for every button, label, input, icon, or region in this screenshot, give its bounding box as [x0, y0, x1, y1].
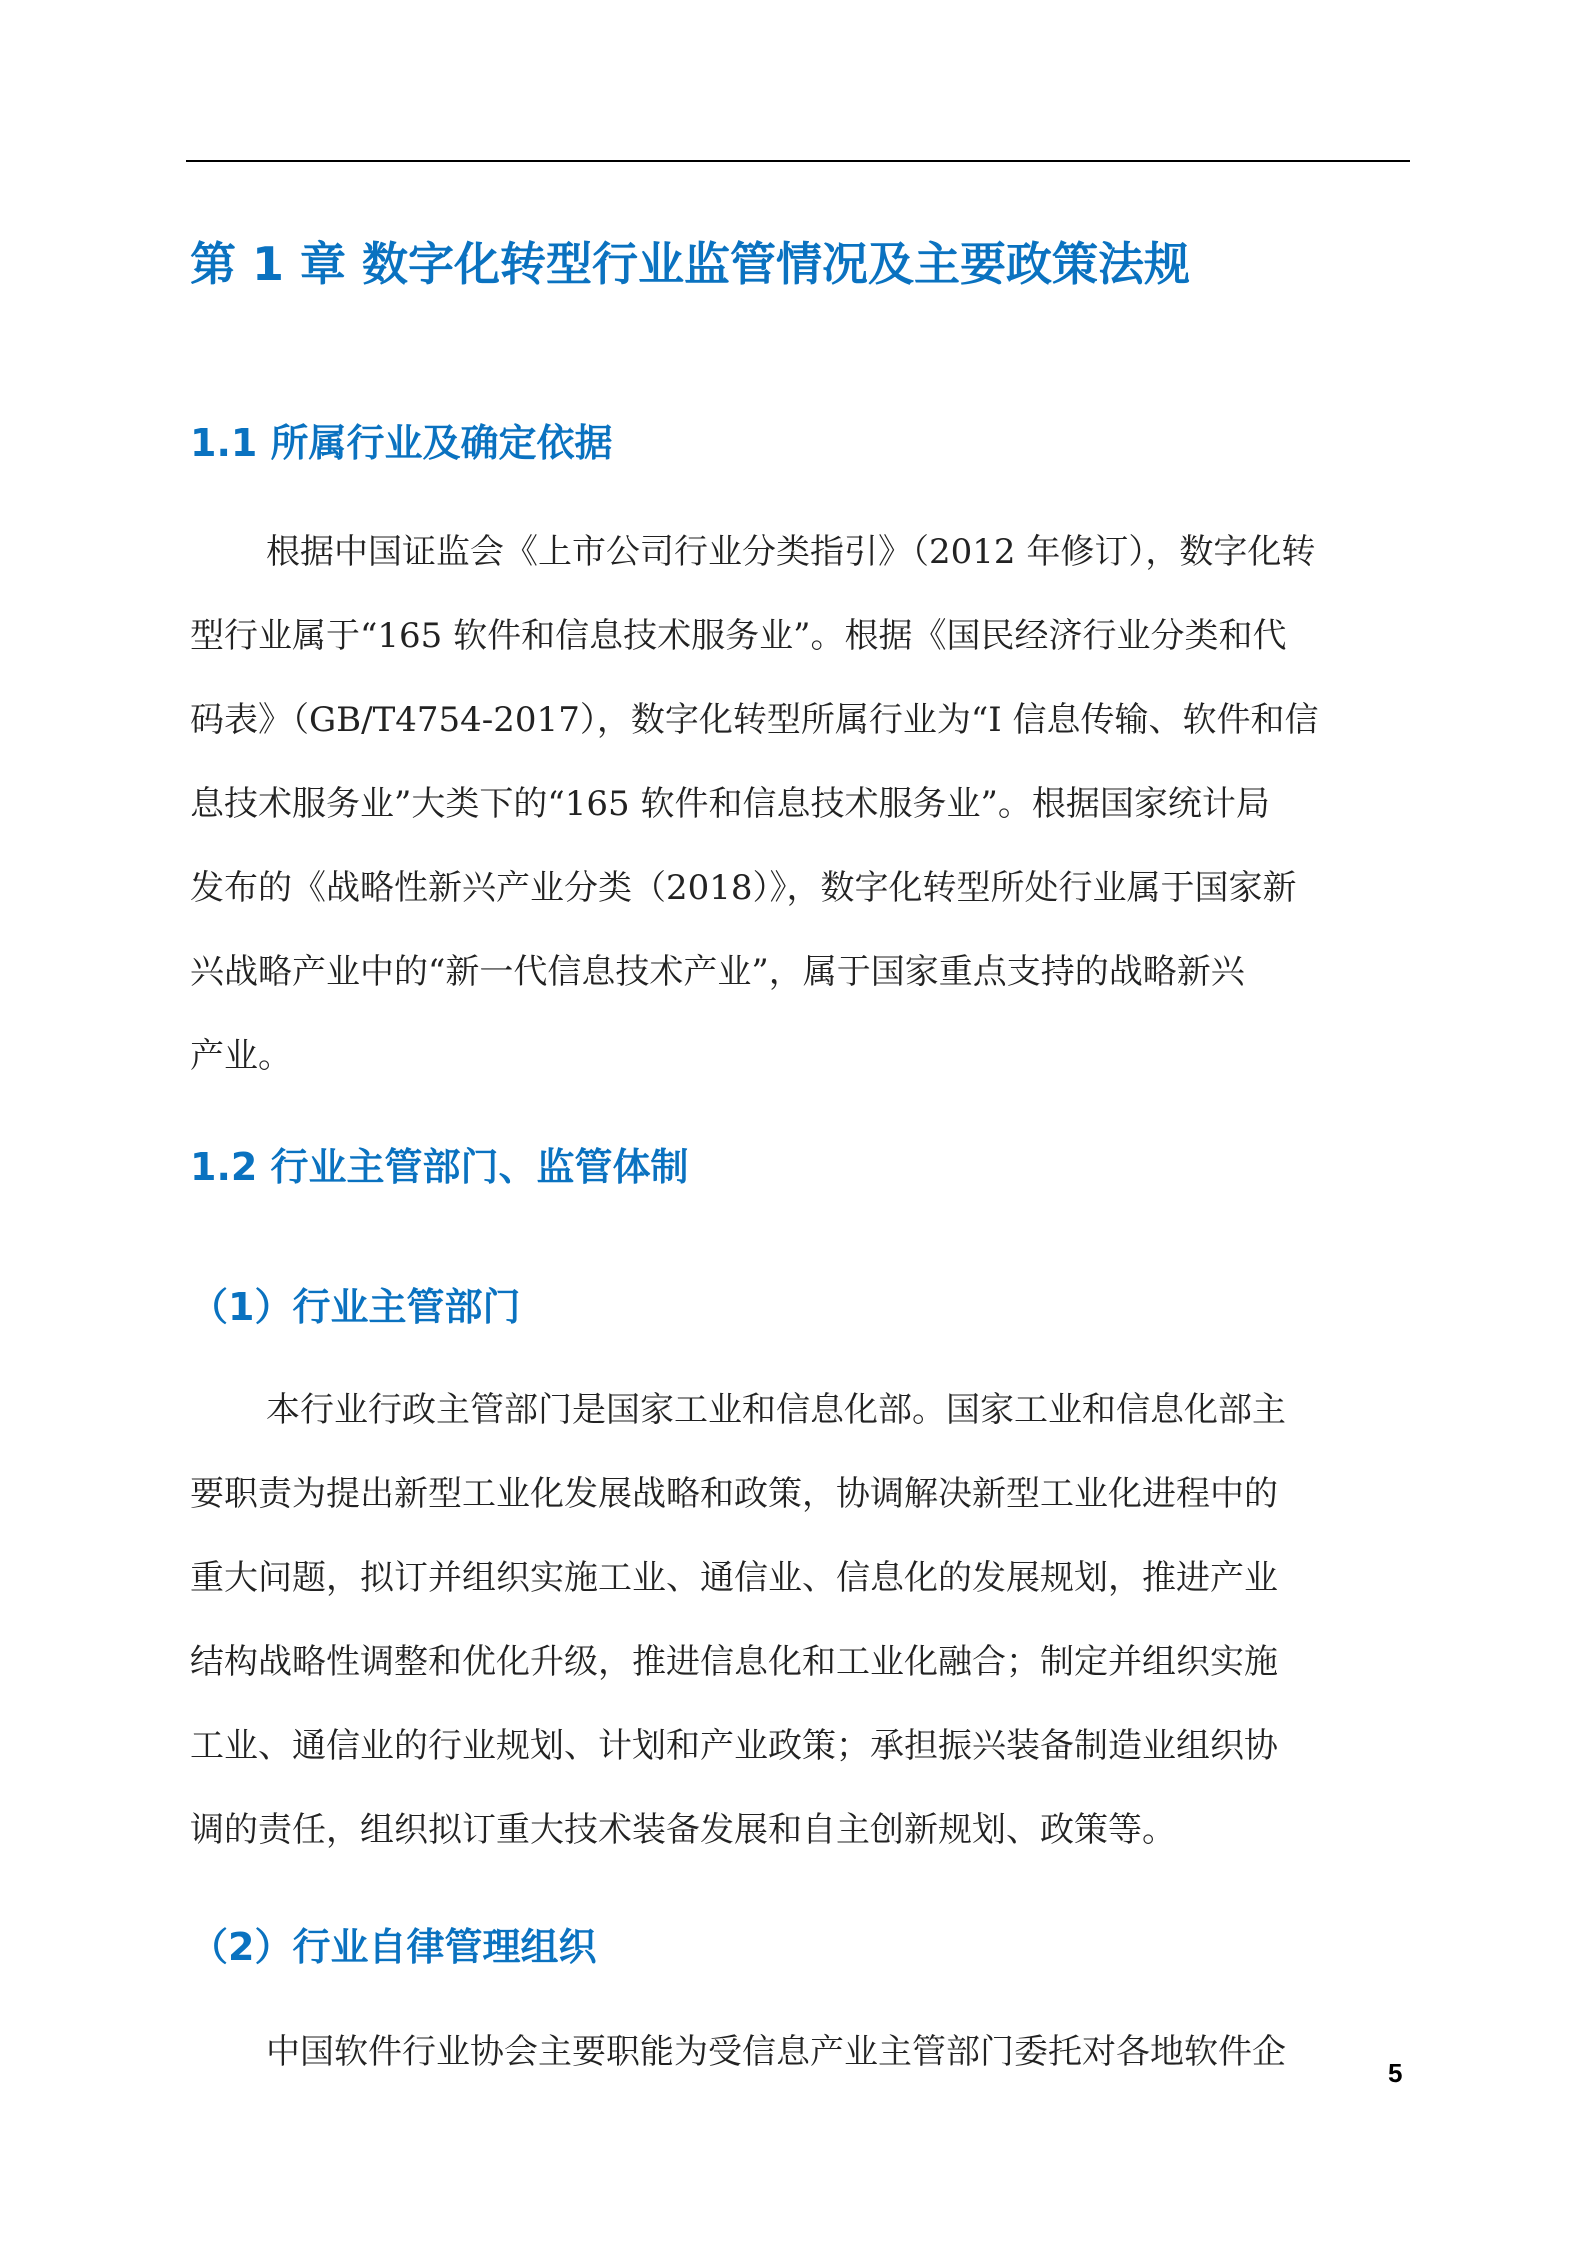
page-number: 5 [1388, 2058, 1403, 2088]
section-1-1-paragraph [190, 510, 1404, 1098]
section-1-2-title: 1.2 行业主管部门、监管体制 [190, 1145, 689, 1189]
subsection-2-title: （2）行业自律管理组织 [190, 1925, 597, 1969]
paragraph-line: 码表》（GB/T4754-2017），数字化转型所属行业为“I 信息传输、软件和信 [190, 700, 1319, 740]
subsection-2-paragraph [190, 2010, 1404, 2094]
paragraph-line: 发布的《战略性新兴产业分类（2018）》，数字化转型所处行业属于国家新 [190, 868, 1297, 908]
paragraph-line: 结构战略性调整和优化升级，推进信息化和工业化融合；制定并组织实施 [190, 1642, 1278, 1682]
paragraph-line: 重大问题，拟订并组织实施工业、通信业、信息化的发展规划，推进产业 [190, 1558, 1278, 1598]
paragraph-line: 兴战略产业中的“新一代信息技术产业”，属于国家重点支持的战略新兴 [190, 952, 1245, 992]
subsection-1-title: （1）行业主管部门 [190, 1285, 521, 1329]
paragraph-line: 调的责任，组织拟订重大技术装备发展和自主创新规划、政策等。 [190, 1810, 1176, 1850]
paragraph-line: 中国软件行业协会主要职能为受信息产业主管部门委托对各地软件企 [266, 2032, 1286, 2072]
paragraph-line: 根据中国证监会《上市公司行业分类指引》（2012 年修订），数字化转 [266, 532, 1316, 572]
header-rule [186, 160, 1410, 162]
paragraph-line: 要职责为提出新型工业化发展战略和政策，协调解决新型工业化进程中的 [190, 1474, 1278, 1514]
paragraph-line: 息技术服务业”大类下的“165 软件和信息技术服务业”。根据国家统计局 [190, 784, 1270, 824]
paragraph-line: 产业。 [190, 1036, 292, 1076]
paragraph-line: 工业、通信业的行业规划、计划和产业政策；承担振兴装备制造业组织协 [190, 1726, 1278, 1766]
chapter-title: 第 1 章 数字化转型行业监管情况及主要政策法规 [190, 237, 1191, 291]
paragraph-line: 型行业属于“165 软件和信息技术服务业”。根据《国民经济行业分类和代 [190, 616, 1287, 656]
paragraph-line: 本行业行政主管部门是国家工业和信息化部。国家工业和信息化部主 [266, 1390, 1286, 1430]
section-1-1-title: 1.1 所属行业及确定依据 [190, 421, 613, 465]
subsection-1-paragraph [190, 1368, 1404, 1872]
